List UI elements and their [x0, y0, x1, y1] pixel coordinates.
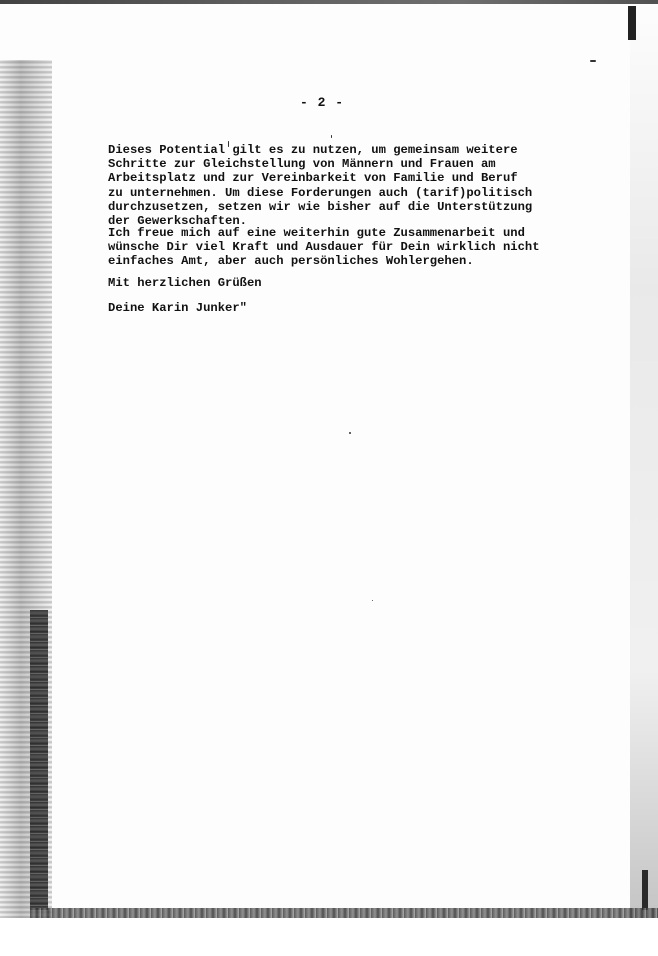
scan-right-mark — [628, 6, 636, 40]
text-line: Ich freue mich auf eine weiterhin gute Zusammenarbeit und — [108, 226, 525, 240]
scan-bottom-edge — [30, 908, 658, 918]
text-line: zu unternehmen. Um diese Forderungen auch (tarif)politisch — [108, 185, 533, 200]
text-line: Deine Karin Junker" — [108, 301, 247, 315]
scan-speck — [590, 60, 596, 62]
scan-right-mark-low — [642, 870, 648, 910]
text-line: Schritte zur Gleichstellung von Männern und Frauen am — [108, 157, 496, 172]
scan-speck — [372, 600, 373, 601]
scan-right-edge — [630, 0, 658, 956]
scan-speck — [331, 135, 332, 138]
page-number: - 2 - — [300, 95, 345, 110]
text-line: Arbeitsplatz und zur Vereinbarkeit von Familie und Beruf — [108, 171, 518, 186]
scan-speck — [349, 432, 351, 434]
text-line: der Gewerkschaften. — [108, 214, 247, 229]
paragraph-1 — [108, 143, 548, 228]
text-line: Mit herzlichen Grüßen — [108, 276, 262, 290]
scan-left-edge-shadow — [30, 610, 48, 910]
paragraph-2 — [108, 226, 548, 269]
scan-bottom-margin — [0, 918, 658, 956]
closing-greeting — [108, 276, 548, 290]
signature-line — [108, 301, 548, 315]
text-line: durchzusetzen, setzen wir wie bisher auf die Unterstützung — [108, 199, 533, 214]
text-line: Dieses Potential gilt es zu nutzen, um gemeinsam weitere — [108, 143, 518, 157]
text-line: wünsche Dir viel Kraft und Ausdauer für Dein wirklich nicht — [108, 240, 540, 255]
scan-top-edge — [0, 0, 658, 4]
text-line: einfaches Amt, aber auch persönliches Wohlergehen. — [108, 254, 474, 269]
